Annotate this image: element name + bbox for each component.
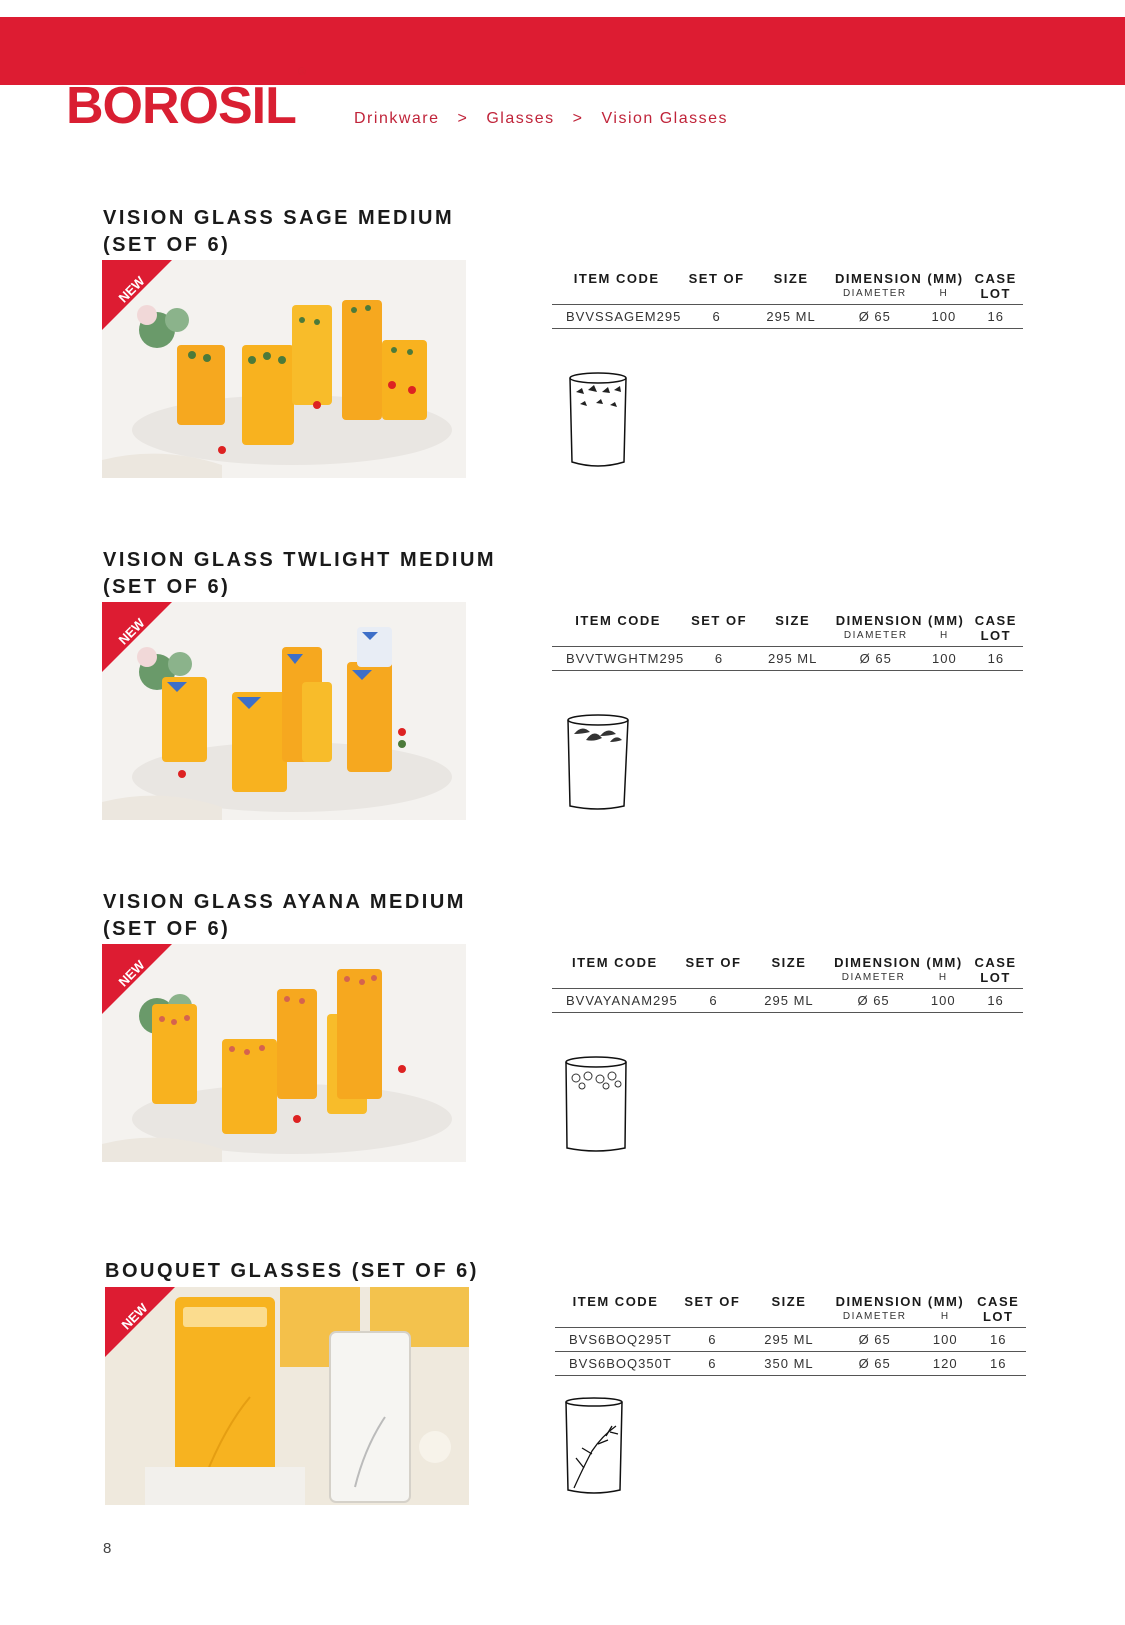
breadcrumb-glasses[interactable]: Glasses — [486, 110, 555, 127]
col-lot: LOT — [982, 1309, 1014, 1324]
product-title: VISION GLASS SAGE MEDIUM (SET OF 6) — [103, 207, 455, 256]
new-badge — [102, 602, 172, 672]
col-case: CASE — [974, 955, 1017, 970]
col-size: SIZE — [773, 271, 809, 286]
col-set-of: SET OF — [691, 613, 748, 628]
breadcrumb-drinkware[interactable]: Drinkware — [354, 110, 440, 127]
product-photo — [102, 260, 466, 478]
col-h: H — [938, 972, 948, 983]
svg-text:NEW: NEW — [115, 957, 148, 990]
table-row: BVVTWGHTM295 6 295 ML Ø 65 100 16 — [552, 647, 1023, 671]
col-lot: LOT — [980, 970, 1011, 985]
spec-table — [555, 1294, 1026, 1376]
col-dimension: DIMENSION (MM) — [835, 1294, 965, 1309]
glass-leaf-sketch-icon — [560, 370, 640, 470]
col-diameter: DIAMETER — [843, 630, 908, 641]
col-diameter: DIAMETER — [841, 972, 906, 983]
glass-branch-sketch-icon — [562, 1396, 642, 1496]
col-item-code: ITEM CODE — [571, 955, 658, 970]
col-diameter: DIAMETER — [842, 288, 907, 299]
breadcrumb-vision-glasses[interactable]: Vision Glasses — [601, 110, 729, 127]
table-row: BVS6BOQ295T 6 295 ML Ø 65 100 16 — [555, 1328, 1026, 1352]
col-size: SIZE — [771, 955, 807, 970]
breadcrumb-separator: > — [457, 110, 469, 127]
col-lot: LOT — [980, 628, 1012, 643]
brand-logo: BOROSIL® — [66, 65, 306, 135]
spec-table — [552, 271, 1023, 329]
breadcrumb — [354, 110, 728, 128]
product-section-sage — [0, 205, 1125, 505]
col-set-of: SET OF — [684, 1294, 741, 1309]
page-number: 8 — [103, 1540, 112, 1557]
col-item-code: ITEM CODE — [575, 613, 661, 628]
table-row: BVS6BOQ350T 6 350 ML Ø 65 120 16 — [555, 1352, 1026, 1376]
col-case: CASE — [977, 1294, 1020, 1309]
new-badge — [105, 1287, 175, 1357]
col-size: SIZE — [775, 613, 811, 628]
col-dimension: DIMENSION (MM) — [834, 955, 963, 970]
col-h: H — [939, 630, 949, 641]
product-photo — [102, 944, 466, 1162]
product-section-twlight — [0, 547, 1125, 847]
product-section-bouquet — [0, 1258, 1125, 1558]
col-set-of: SET OF — [688, 271, 745, 286]
svg-text:NEW: NEW — [118, 1300, 151, 1333]
col-diameter: DIAMETER — [842, 1311, 907, 1322]
product-title: BOUQUET GLASSES (SET OF 6) — [105, 1260, 479, 1282]
svg-text:NEW: NEW — [115, 273, 148, 306]
col-size: SIZE — [771, 1294, 807, 1309]
col-item-code: ITEM CODE — [573, 271, 660, 286]
product-photo — [102, 602, 466, 820]
product-section-ayana — [0, 889, 1125, 1189]
col-lot: LOT — [980, 286, 1011, 301]
product-title: VISION GLASS AYANA MEDIUM (SET OF 6) — [103, 891, 466, 940]
product-title: VISION GLASS TWLIGHT MEDIUM (SET OF 6) — [103, 549, 497, 598]
top-red-banner — [0, 17, 1125, 85]
spec-table — [552, 613, 1023, 671]
col-case: CASE — [974, 613, 1017, 628]
new-badge — [102, 944, 172, 1014]
glass-flower-sketch-icon — [560, 1054, 640, 1154]
col-set-of: SET OF — [685, 955, 742, 970]
product-photo — [105, 1287, 469, 1505]
spec-table — [552, 955, 1023, 1013]
col-item-code: ITEM CODE — [572, 1294, 659, 1309]
col-h: H — [939, 288, 949, 299]
col-h: H — [940, 1311, 950, 1322]
table-row: BVVSSAGEM295 6 295 ML Ø 65 100 16 — [552, 305, 1023, 329]
col-dimension: DIMENSION (MM) — [835, 271, 964, 286]
svg-text:NEW: NEW — [115, 615, 148, 648]
col-case: CASE — [974, 271, 1017, 286]
new-badge — [102, 260, 172, 330]
col-dimension: DIMENSION (MM) — [835, 613, 965, 628]
glass-feather-sketch-icon — [560, 712, 640, 812]
table-row: BVVAYANAM295 6 295 ML Ø 65 100 16 — [552, 989, 1023, 1013]
breadcrumb-separator: > — [572, 110, 584, 127]
